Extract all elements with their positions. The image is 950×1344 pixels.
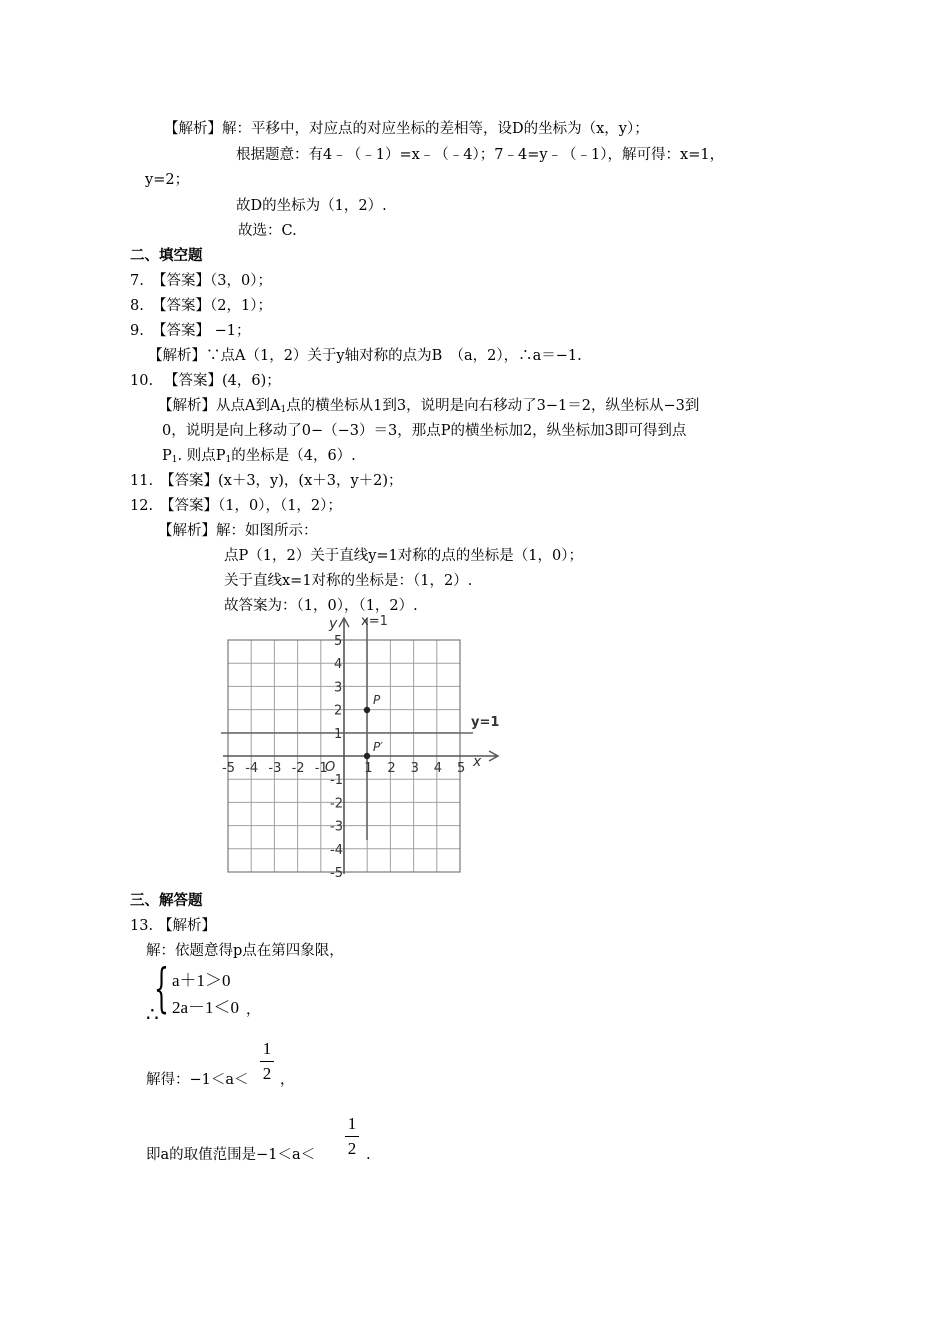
q12-analysis: 【解析】解：如图所示：: [158, 523, 318, 539]
fraction-1-denominator: 2: [262, 1064, 272, 1083]
x-tick-label: 2: [387, 761, 396, 776]
q7-number: 7.: [130, 273, 144, 289]
analysis-line-2: 根据题意：有4﹣（﹣1）=x﹣（﹣4）；7﹣4=y﹣（﹣1），解可得：x=1，: [236, 147, 725, 163]
fraction-2-numerator: 1: [347, 1114, 357, 1133]
y-tick-label: -2: [330, 796, 343, 812]
system-brace: {: [154, 959, 169, 1019]
point-p-label: P: [373, 693, 381, 707]
y-axis-label: y: [329, 616, 338, 632]
section-title-solve: 三、解答题: [130, 893, 203, 909]
inequality-1: a＋1＞0: [172, 971, 231, 990]
x-tick-label: -1: [314, 761, 328, 776]
q13-line-1: 解：依题意得p点在第四象限，: [146, 943, 344, 959]
q9-answer: 【答案】 −1；: [152, 323, 251, 339]
q11-answer: 【答案】(x＋3，y)，(x＋3，y＋2)；: [160, 473, 403, 489]
q8-answer: 【答案】（2，1）；: [152, 298, 272, 314]
y-tick-label: -3: [330, 819, 343, 835]
therefore-symbol: ∴: [146, 1002, 159, 1026]
q10-analysis-line-2: 0，说明是向上移动了0−（−3）＝3，那点P的横坐标加2，纵坐标加3即可得到点: [162, 423, 687, 439]
point-p: [364, 707, 370, 713]
q10-analysis-line-1: 【解析】从点A到$A_1$点的横坐标从1到3，说明是向右移动了3−1＝2，纵坐标从−3到: [158, 398, 700, 415]
x-tick-label: -5: [222, 761, 235, 776]
q9-number: 9.: [130, 323, 144, 339]
q13-solution: 解得：−1＜a＜: [146, 1072, 249, 1088]
q8-number: 8.: [130, 298, 144, 314]
q13-solution-end: ，: [280, 1072, 295, 1088]
point-p-prime-label: P′: [373, 740, 383, 754]
y-tick-label: -4: [330, 842, 343, 858]
q13-range-end: .: [366, 1147, 371, 1163]
y-tick-label: -1: [330, 773, 343, 789]
q10-analysis-line-3: $P_1$. 则点$P_1$的坐标是（4，6）.: [162, 448, 356, 465]
system-comma: ，: [246, 1002, 261, 1018]
x-tick-label: -2: [291, 761, 305, 776]
analysis-line-1: 【解析】解：平移中，对应点的对应坐标的差相等，设D的坐标为（x，y）；: [164, 121, 649, 137]
section-title-fill-in: 二、填空题: [130, 248, 203, 264]
fraction-half-2: [345, 1114, 359, 1159]
origin-label: O: [325, 760, 336, 775]
fraction-half-1: [260, 1039, 274, 1084]
fraction-1-numerator: 1: [262, 1039, 272, 1058]
q12-answer: 【答案】（1，0），（1，2）；: [160, 498, 342, 514]
point-p-prime: [364, 753, 370, 759]
y-tick-label: 3: [334, 680, 343, 696]
y-tick-label: 1: [334, 726, 343, 742]
x-tick-label: 4: [433, 761, 443, 776]
coordinate-graph: [215, 610, 505, 882]
x-tick-label: -3: [268, 761, 282, 776]
q13-range: 即a的取值范围是−1＜a＜: [146, 1147, 316, 1163]
analysis-line-5: 故选：C.: [238, 223, 297, 239]
x-tick-label: -4: [245, 761, 259, 776]
q10-number: 10.: [130, 373, 154, 389]
q12-line-3: 故答案为：（1，0），（1，2）.: [224, 598, 418, 614]
inequality-2: 2a－1＜0: [172, 998, 240, 1017]
x-tick-label: 3: [410, 761, 419, 776]
q10-answer: 【答案】(4，6)；: [164, 373, 281, 389]
analysis-line-4: 故D的坐标为（1，2）.: [236, 198, 387, 214]
x-tick-label: 1: [364, 761, 373, 776]
q13-head: 【解析】: [158, 918, 216, 934]
y-tick-label: 2: [334, 703, 343, 719]
x-axis-label: x: [473, 754, 482, 770]
x-tick-label: 5: [457, 761, 466, 776]
q12-line-1: 点P（1，2）关于直线y=1对称的点的坐标是（1，0）；: [224, 548, 583, 564]
line-x1-label: x=1: [361, 614, 388, 629]
q11-number: 11.: [130, 473, 154, 489]
q9-analysis: 【解析】∵点A（1，2）关于y轴对称的点为B （a，2），∴a＝−1.: [148, 348, 582, 364]
q7-answer: 【答案】（3，0）；: [152, 273, 272, 289]
y-tick-labels: [330, 634, 343, 881]
y-tick-label: 4: [334, 657, 343, 673]
q12-number: 12.: [130, 498, 154, 514]
y-tick-label: -5: [330, 866, 343, 881]
q12-line-2: 关于直线x=1对称的坐标是：（1，2）.: [224, 573, 473, 589]
analysis-line-3: y=2；: [145, 172, 190, 188]
fraction-2-denominator: 2: [347, 1139, 357, 1158]
q13-number: 13.: [130, 918, 154, 934]
y-tick-label: 5: [334, 634, 343, 649]
line-y1-label: y=1: [471, 715, 500, 730]
